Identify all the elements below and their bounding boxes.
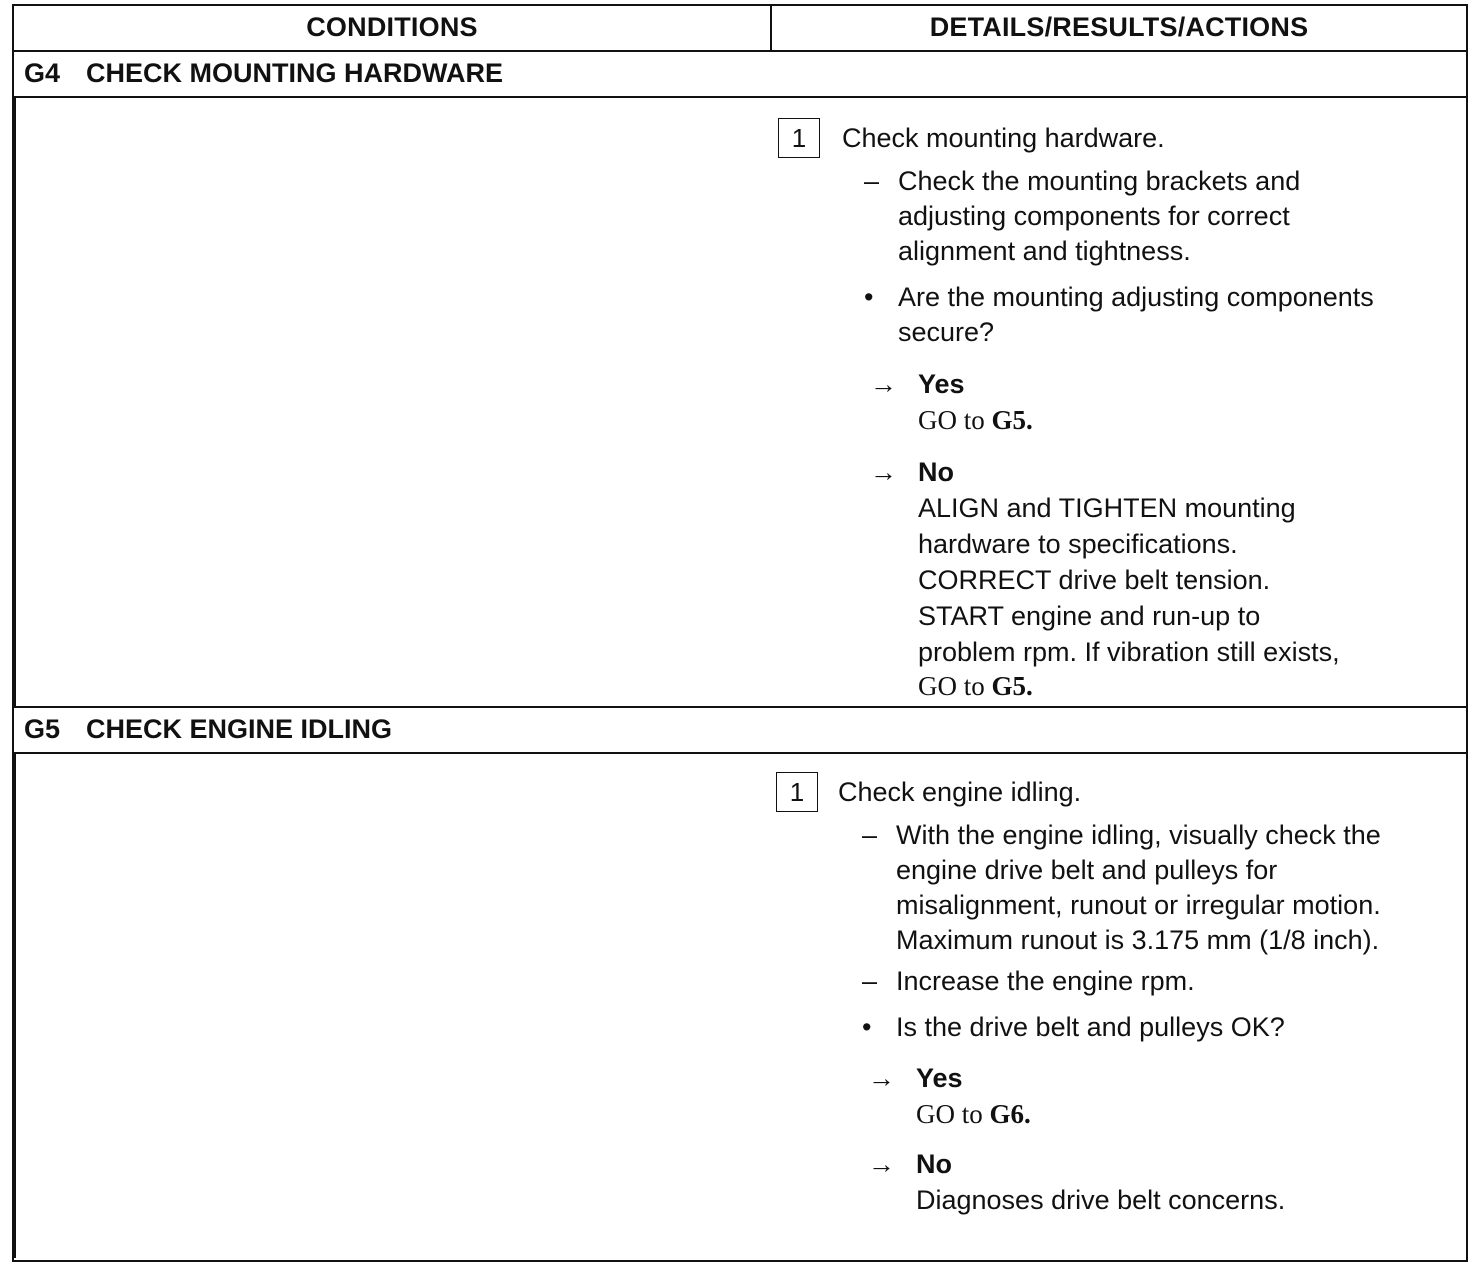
arrow-right-icon: →: [870, 369, 897, 399]
step-code: G4: [24, 58, 61, 88]
list-item-text: With the engine idling, visually check the engine drive belt and pulleys for misalignment, runout or irregular motion. Maximum runout is 3.175 mm (1/8 inch).: [896, 820, 1381, 955]
goto-target: G5.: [991, 405, 1033, 435]
arrow-right-icon: →: [870, 457, 897, 487]
goto-text: [918, 668, 1033, 704]
branch-text: ALIGN and TIGHTEN mounting hardware to specifications. CORRECT drive belt tension. START engine and run-up to problem rpm. If vibration still exists,: [918, 493, 1340, 667]
goto-prefix: GO to: [918, 405, 992, 435]
branch-label: No: [916, 1149, 952, 1179]
branch-label: Yes: [916, 1063, 963, 1093]
goto-target: G5.: [991, 671, 1033, 701]
table-header-row: [12, 4, 1468, 52]
header-details: DETAILS/RESULTS/ACTIONS: [929, 12, 1309, 42]
list-item: [862, 1010, 1460, 1046]
step-title-g5: [14, 708, 1466, 754]
details-cell-g4: [772, 98, 1466, 706]
branch-text: Diagnoses drive belt concerns.: [916, 1185, 1286, 1215]
list-item-text: Is the drive belt and pulleys OK?: [896, 1012, 1285, 1042]
goto-text: [918, 402, 1033, 438]
goto-prefix: GO to: [918, 671, 992, 701]
list-item-text: Are the mounting adjusting components secure?: [898, 282, 1374, 347]
diagnostic-table: [12, 4, 1466, 1260]
list-item: [862, 964, 1460, 1000]
goto-target: G6.: [989, 1099, 1031, 1129]
goto-text: [916, 1096, 1031, 1132]
branch-no: [870, 454, 1450, 704]
bullet-mark: •: [862, 1012, 872, 1042]
list-item: [864, 164, 1454, 274]
step-instruction: Check mounting hardware.: [842, 123, 1165, 153]
branch-no: [868, 1146, 1448, 1220]
header-conditions: CONDITIONS: [14, 4, 772, 50]
arrow-right-icon: →: [868, 1063, 895, 1093]
step-title-g4: [14, 52, 1466, 98]
list-item: [862, 818, 1460, 960]
step-title-text: CHECK MOUNTING HARDWARE: [86, 58, 503, 88]
conditions-cell-g4: [14, 98, 16, 706]
branch-yes: [870, 366, 1450, 440]
step-title-text: CHECK ENGINE IDLING: [86, 714, 393, 744]
step-number-box: 1: [778, 118, 820, 158]
list-item-text: Check the mounting brackets and adjusting components for correct alignment and tightness.: [898, 166, 1301, 266]
branch-label: No: [918, 457, 954, 487]
step-instruction: Check engine idling.: [838, 777, 1082, 807]
dash-mark: –: [862, 820, 878, 850]
step-number-box: 1: [776, 772, 818, 812]
step-code: G5: [24, 714, 61, 744]
dash-mark: –: [864, 166, 880, 196]
goto-prefix: GO to: [916, 1099, 990, 1129]
dash-mark: –: [862, 966, 878, 996]
list-item: [864, 280, 1454, 352]
bullet-mark: •: [864, 282, 874, 312]
branch-label: Yes: [918, 369, 965, 399]
conditions-cell-g5: [14, 754, 16, 1258]
list-item-text: Increase the engine rpm.: [896, 966, 1195, 996]
arrow-right-icon: →: [868, 1149, 895, 1179]
details-cell-g5: [772, 754, 1466, 1258]
branch-yes: [868, 1060, 1448, 1134]
